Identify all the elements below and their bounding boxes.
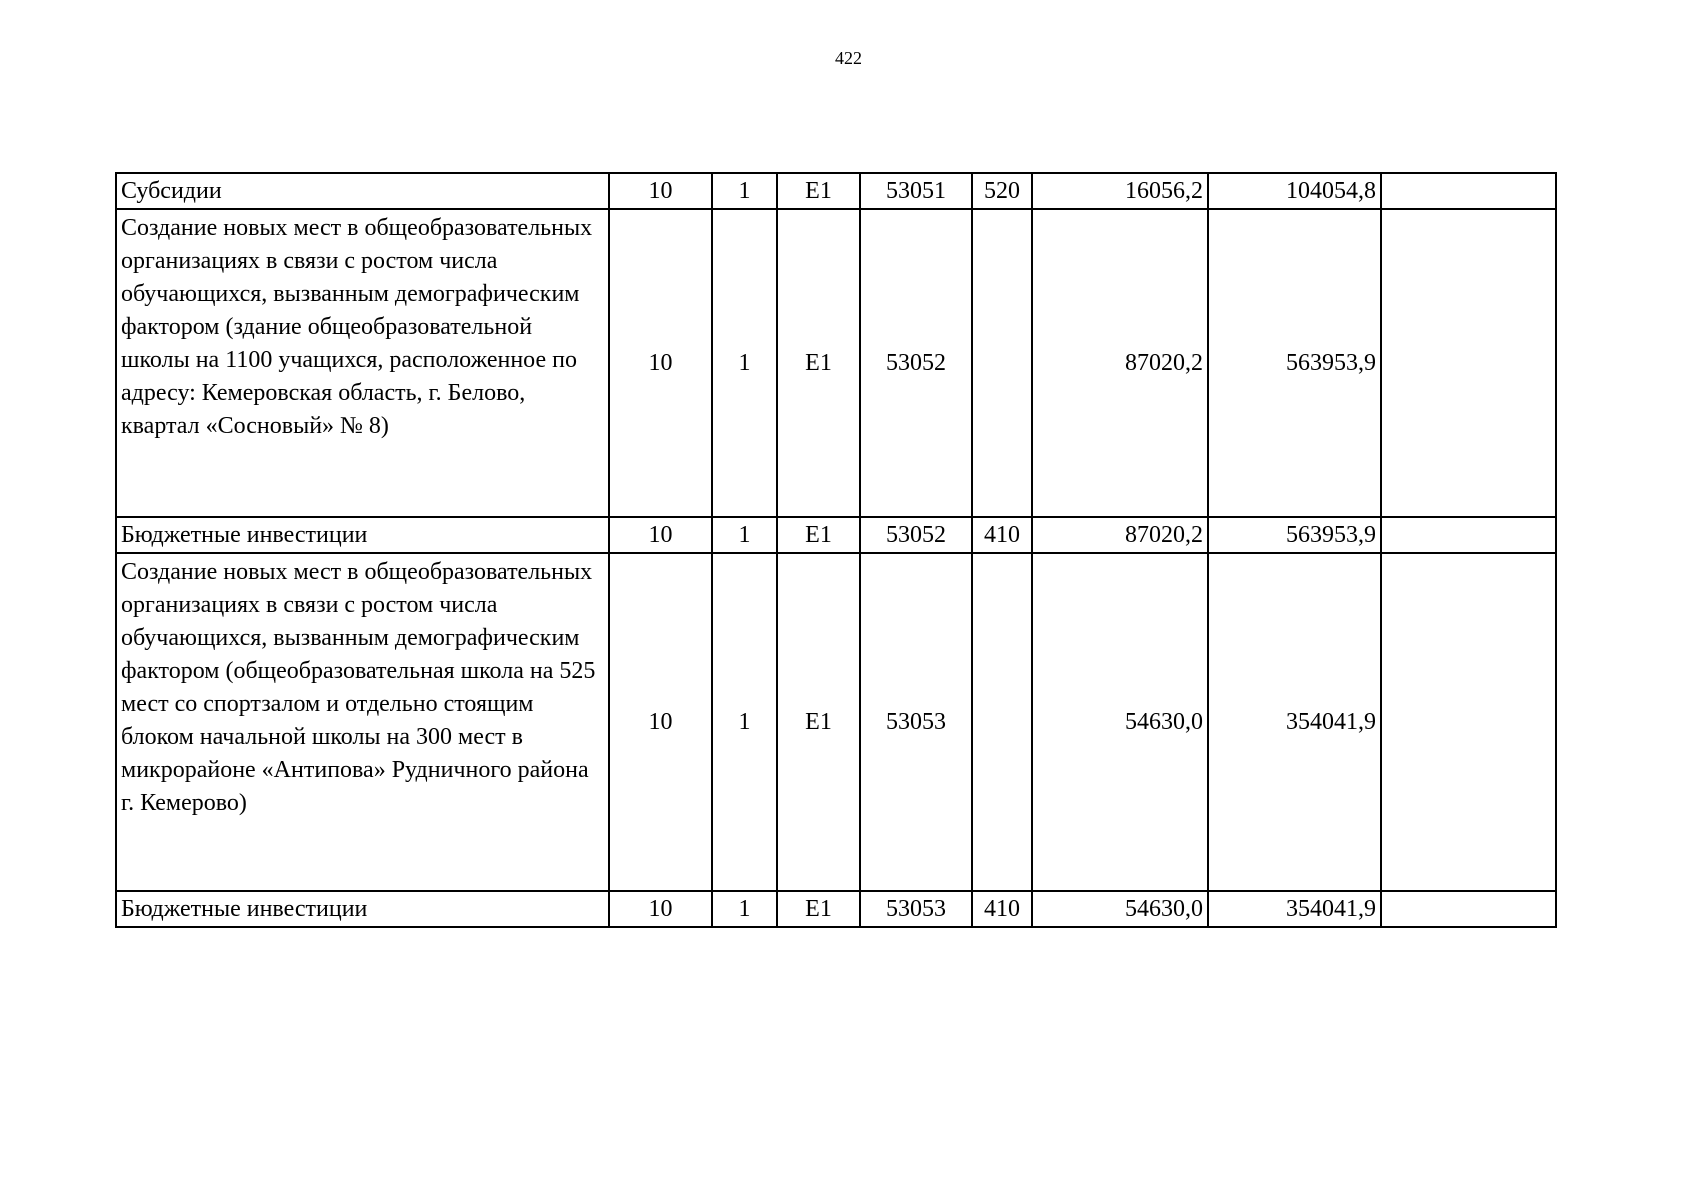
direction-code: 53053 [860,891,972,927]
project-code: E1 [777,891,860,927]
amount-1: 87020,2 [1032,209,1208,517]
amount-1: 16056,2 [1032,173,1208,209]
row-name: Бюджетные инвестиции [116,517,609,553]
program-code: 1 [712,553,777,891]
program-code: 1 [712,173,777,209]
table-row [116,553,1556,891]
direction-code: 53051 [860,173,972,209]
amount-2: 104054,8 [1208,173,1381,209]
amount-2: 354041,9 [1208,553,1381,891]
program-code: 1 [712,517,777,553]
expense-type-code [972,209,1032,517]
amount-2: 563953,9 [1208,209,1381,517]
section-code: 10 [609,517,712,553]
project-code: E1 [777,553,860,891]
amount-3 [1381,517,1556,553]
page-number: 422 [835,48,862,68]
amount-2: 563953,9 [1208,517,1381,553]
amount-1: 54630,0 [1032,891,1208,927]
section-code: 10 [609,553,712,891]
project-code: E1 [777,517,860,553]
direction-code: 53052 [860,209,972,517]
row-name: Создание новых мест в общеобразовательных организациях в связи с ростом числа обучающихся, вызванным демографическим фактором (здание общеобразовательной школы на 1100 учащихся, расположенное по адресу: Кемеровская область, г. Белово, квартал «Сосновый» № 8) [116,209,609,517]
row-name: Субсидии [116,173,609,209]
section-code: 10 [609,173,712,209]
amount-1: 87020,2 [1032,517,1208,553]
table-row [116,209,1556,517]
expense-type-code: 410 [972,517,1032,553]
section-code: 10 [609,891,712,927]
expense-type-code: 410 [972,891,1032,927]
project-code: E1 [777,209,860,517]
program-code: 1 [712,891,777,927]
program-code: 1 [712,209,777,517]
amount-2: 354041,9 [1208,891,1381,927]
budget-table [115,172,1557,928]
table-row [116,891,1556,927]
section-code: 10 [609,209,712,517]
expense-type-code: 520 [972,173,1032,209]
table-row [116,173,1556,209]
row-name: Создание новых мест в общеобразовательных организациях в связи с ростом числа обучающихся, вызванным демографическим фактором (общеобразовательная школа на 525 мест со спортзалом и отдельно стоящим блоком начальной школы на 300 мест в микрорайоне «Антипова» Рудничного района г. Кемерово) [116,553,609,891]
project-code: E1 [777,173,860,209]
table-row [116,517,1556,553]
amount-3 [1381,173,1556,209]
row-name: Бюджетные инвестиции [116,891,609,927]
direction-code: 53052 [860,517,972,553]
direction-code: 53053 [860,553,972,891]
expense-type-code [972,553,1032,891]
amount-3 [1381,891,1556,927]
amount-3 [1381,209,1556,517]
amount-3 [1381,553,1556,891]
amount-1: 54630,0 [1032,553,1208,891]
